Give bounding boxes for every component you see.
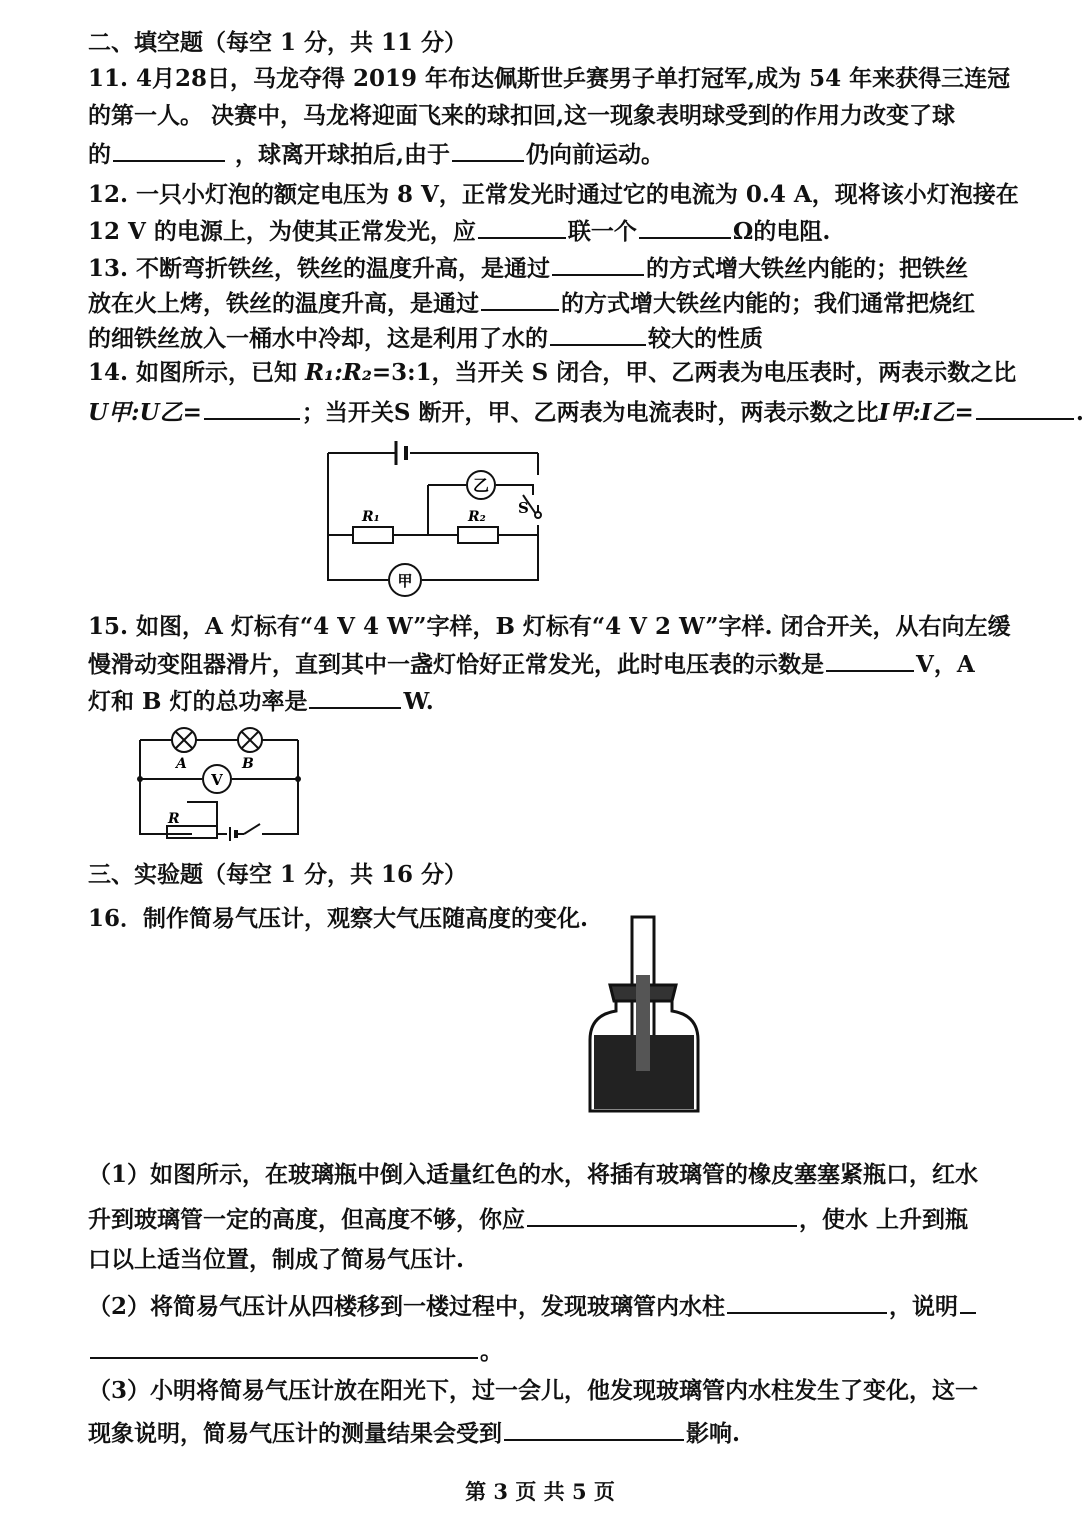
q16-p1-line1: （1）如图所示，在玻璃瓶中倒入适量红色的水，将插有玻璃管的橡皮塞塞紧瓶口，红水 [88,1161,979,1188]
q13-line2 [88,287,975,319]
q16-blank-1[interactable] [527,1203,797,1227]
q13-text-a: 13. 不断弯折铁丝，铁丝的温度升高，是通过 [88,255,551,282]
q11-line3 [88,138,664,170]
q15-circuit-diagram [132,724,307,842]
q14-line1 [88,358,1016,388]
q16-text-a: 升到玻璃管一定的高度，但高度不够，你应 [88,1206,525,1233]
q14-blank-2[interactable] [976,396,1074,420]
switch-s-label: S [518,499,529,517]
q12-blank-2[interactable] [639,215,731,239]
q14-blank-1[interactable] [204,396,300,420]
q13-text-e: 的细铁丝放入一桶水中冷却，这是利用了水的 [88,325,548,352]
q13-text-f: 较大的性质 [648,325,763,352]
q14-ratio-i: I甲:I乙 [878,399,955,426]
q15-line1: 15. 如图，A 灯标有“4 V 4 W”字样，B 灯标有“4 V 2 W”字样. 闭合开关，从右向左缓 [88,613,1011,640]
q16-p3-line2 [88,1417,740,1449]
q13-line1 [88,252,968,284]
q13-text-d: 的方式增大铁丝内能的；我们通常把烧红 [561,290,975,317]
q14-eq-2: = [954,399,974,426]
q14-text-c: ；当开关S 断开，甲、乙两表为电流表时，两表示数之比 [301,399,879,426]
q14-line2 [88,396,1084,428]
q14-ratio-r: R₁:R₂ [305,359,372,386]
section-3-title: 三、实验题（每空 1 分，共 16 分） [88,861,468,888]
q16-p2-line2 [88,1335,503,1367]
q11-text-c: 仍向前运动。 [526,141,665,168]
q12-blank-1[interactable] [478,215,566,239]
q16-text-f: 现象说明，简易气压计的测量结果会受到 [88,1420,502,1447]
q15-blank-1[interactable] [826,648,914,672]
q11-line1: 11. 4月28日，马龙夺得 2019 年布达佩斯世乒赛男子单打冠军,成为 54 年来获得三连冠 [88,65,1011,92]
q11-blank-2[interactable] [452,138,524,162]
page-footer: 第 3 页 共 5 页 [465,1479,615,1504]
q16-blank-2[interactable] [727,1290,887,1314]
q16-p2-line1 [88,1290,978,1322]
q16-text-d: ，说明 [889,1293,959,1320]
q13-blank-2[interactable] [481,287,559,311]
q15-blank-2[interactable] [309,685,401,709]
q14-text-a: 14. 如图所示，已知 [88,359,306,386]
q16-text-b: ，使水 上升到瓶 [799,1206,969,1233]
lamp-b-label: B [242,756,254,772]
q11-blank-1[interactable] [113,138,225,162]
q11-text-b: ，球离开球拍后,由于 [235,141,451,168]
q16-blank-2b[interactable] [960,1290,976,1314]
q16-text-e: 。 [480,1338,503,1365]
q14-text-b: =3:1，当开关 S 闭合，甲、乙两表为电压表时，两表示数之比 [371,359,1017,386]
q16-text-g: 影响. [686,1420,741,1447]
lamp-a-label: A [176,756,187,772]
section-2-title: 二、填空题（每空 1 分，共 11 分） [88,29,468,56]
q16-line1: 16．制作简易气压计，观察大气压随高度的变化. [88,905,589,932]
r2-label: R₂ [468,509,486,525]
meter-yi-label: 乙 [472,476,490,495]
q13-text-b: 的方式增大铁丝内能的；把铁丝 [646,255,969,282]
q15-line3 [88,685,434,717]
q16-blank-4[interactable] [504,1417,684,1441]
q15-text-c: 灯和 B 灯的总功率是 [88,688,308,715]
q14-eq-1: = [182,399,202,426]
q13-text-c: 放在火上烤，铁丝的温度升高，是通过 [88,290,479,317]
q16-p1-line2 [88,1203,968,1235]
q12-line2 [88,215,830,247]
q16-blank-3[interactable] [90,1335,478,1359]
q12-text-b: 联一个 [567,218,637,245]
rheostat-label: R [168,811,180,827]
q14-ratio-u: U甲:U乙 [88,399,183,426]
q13-blank-3[interactable] [550,322,646,346]
q16-text-c: （2）将简易气压计从四楼移到一楼过程中，发现玻璃管内水柱 [88,1293,726,1320]
q11-text-a: 的 [88,141,111,168]
q15-line2 [88,648,975,680]
q15-text-b: V，A [916,651,975,678]
q16-p1-line3: 口以上适当位置，制成了简易气压计. [88,1246,465,1273]
q12-line1: 12. 一只小灯泡的额定电压为 8 V，正常发光时通过它的电流为 0.4 A，现将该小灯泡接在 [88,181,1019,208]
voltmeter-label: V [211,771,223,789]
meter-jia-label: 甲 [397,572,413,590]
q15-text-d: W. [403,688,434,715]
q14-circuit-diagram [318,435,558,595]
q13-blank-1[interactable] [552,252,644,276]
q14-end: . [1075,399,1084,426]
q12-text-c: Ω的电阻. [732,218,831,245]
q15-text-a: 慢滑动变阻器滑片，直到其中一盏灯恰好正常发光，此时电压表的示数是 [88,651,824,678]
q11-line2: 的第一人。 决赛中，马龙将迎面飞来的球扣回,这一现象表明球受到的作用力改变了球 [88,102,956,129]
q13-line3 [88,322,763,354]
q12-text-a: 12 V 的电源上，为使其正常发光，应 [88,218,476,245]
barometer-bottle-illustration [580,915,710,1120]
q16-p3-line1: （3）小明将简易气压计放在阳光下，过一会儿，他发现玻璃管内水柱发生了变化，这一 [88,1377,979,1404]
r1-label: R₁ [362,509,380,525]
